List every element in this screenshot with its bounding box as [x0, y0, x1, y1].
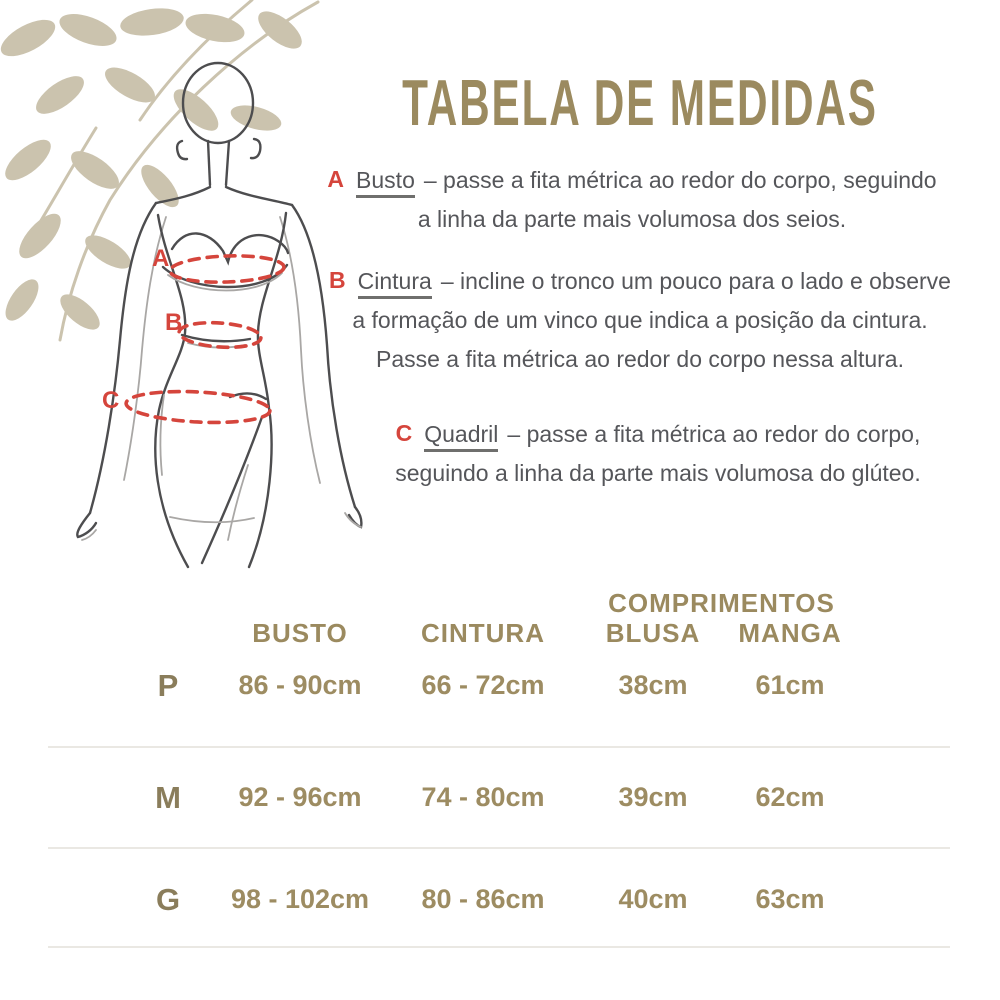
guide-waist-line1: B Cintura – incline o tronco um pouco para o lado e observe — [298, 261, 982, 301]
guide-waist-line3: Passe a fita métrica ao redor do corpo nessa altura. — [375, 346, 904, 372]
cell-m-manga: 62cm — [755, 782, 825, 812]
cell-g-busto: 98 - 102cm — [230, 884, 370, 914]
cell-g-manga: 63cm — [755, 884, 825, 914]
term-quadril: Quadril — [424, 421, 498, 452]
size-label-m: M — [155, 780, 181, 815]
cell-g-cintura: 80 - 86cm — [421, 884, 545, 914]
marker-a: A — [327, 166, 345, 192]
marker-c: C — [395, 420, 413, 446]
guide-bust-line1: A Busto – passe a fita métrica ao redor do corpo, seguindo — [298, 160, 966, 200]
guide-hip — [330, 414, 986, 493]
figure-marker-c: C — [102, 387, 120, 414]
figure-marker-a: A — [152, 245, 170, 272]
size-label-g: G — [155, 882, 181, 917]
cell-m-busto: 92 - 96cm — [238, 782, 362, 812]
guide-hip-line1: C Quadril – passe a fita métrica ao redor do corpo, — [330, 414, 986, 454]
size-label-p: P — [157, 668, 179, 703]
guide-hip-line2: seguindo a linha da parte mais volumosa do glúteo. — [395, 460, 921, 486]
row-divider — [48, 847, 950, 849]
column-header-blusa: BLUSA — [605, 618, 701, 648]
guide-waist — [298, 261, 982, 379]
cell-p-cintura: 66 - 72cm — [421, 670, 545, 700]
cell-p-manga: 61cm — [755, 670, 825, 700]
column-header-manga: MANGA — [738, 618, 842, 648]
marker-b: B — [329, 267, 346, 293]
waist-tape-line — [178, 320, 261, 350]
figure-marker-b: B — [165, 309, 183, 336]
cell-m-cintura: 74 - 80cm — [421, 782, 545, 812]
guide-waist-line2: a formação de um vinco que indica a posição da cintura. — [352, 307, 928, 333]
guide-bust-line2: a linha da parte mais volumosa dos seios. — [417, 206, 847, 232]
cell-g-blusa: 40cm — [618, 884, 688, 914]
cell-p-busto: 86 - 90cm — [238, 670, 362, 700]
column-header-cintura: CINTURA — [421, 618, 545, 648]
cell-m-blusa: 39cm — [618, 782, 688, 812]
term-busto: Busto — [356, 167, 415, 198]
row-divider — [48, 746, 950, 748]
group-header-comprimentos: COMPRIMENTOS — [608, 588, 835, 618]
term-cintura: Cintura — [358, 268, 432, 299]
page-title: TABELA DE MEDIDAS — [402, 65, 878, 140]
row-divider — [48, 946, 950, 948]
column-header-busto: BUSTO — [252, 618, 348, 648]
guide-bust — [298, 160, 966, 239]
cell-p-blusa: 38cm — [618, 670, 688, 700]
